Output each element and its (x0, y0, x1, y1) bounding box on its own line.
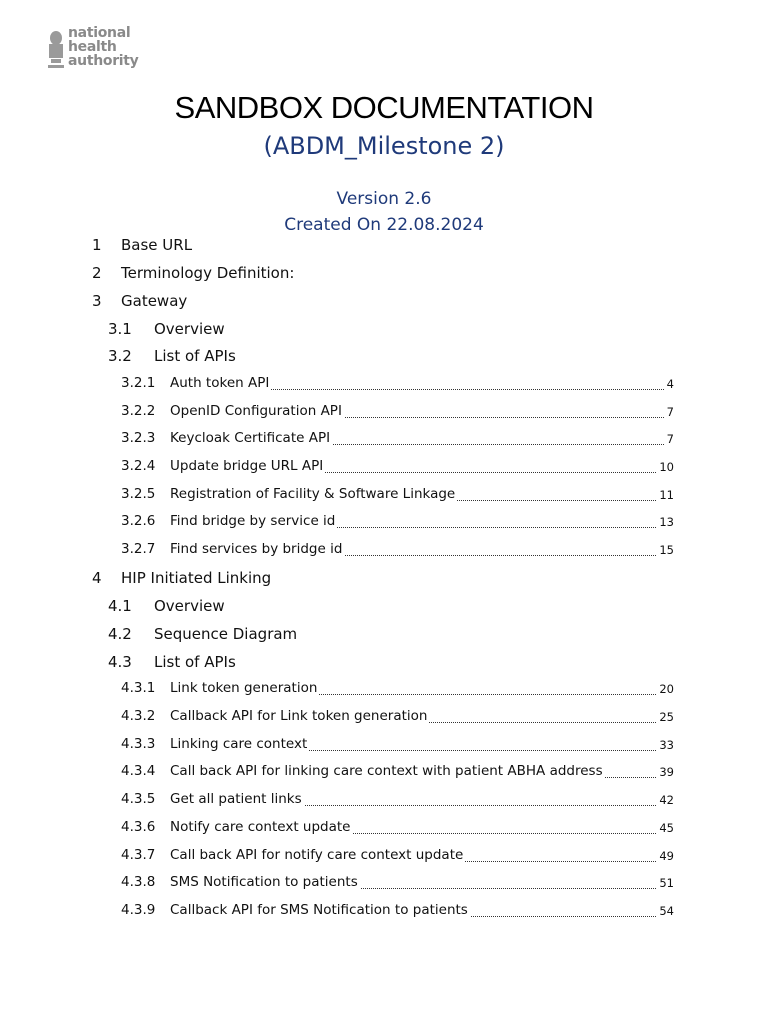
logo-wordmark: national health authority (68, 25, 139, 69)
toc-entry[interactable] (0, 680, 768, 706)
toc-entry-page-number: 10 (659, 460, 674, 474)
document-subtitle: (ABDM_Milestone 2) (263, 132, 505, 160)
toc-entry-label: Callback API for SMS Notification to patients (170, 902, 468, 918)
toc-entry-label: Link token generation (170, 680, 318, 696)
toc-entry-number: 4.3.9 (121, 902, 156, 918)
toc-entry-number: 4.3.7 (121, 847, 156, 863)
toc-entry[interactable] (0, 264, 768, 290)
toc-entry-number: 3.1 (108, 320, 132, 338)
toc-entry-number: 3.2.5 (121, 486, 156, 502)
toc-entry-number: 3.2 (108, 347, 132, 365)
toc-entry-label: Call back API for linking care context with patient ABHA address (170, 763, 603, 779)
toc-entry-number: 4.2 (108, 625, 132, 643)
toc-entry-number: 4 (92, 569, 102, 587)
toc-entry[interactable] (0, 819, 768, 845)
toc-entry-page-number: 11 (659, 488, 674, 502)
toc-entry-number: 3 (92, 292, 102, 310)
toc-entry[interactable] (0, 763, 768, 789)
toc-entry-label: Notify care context update (170, 819, 351, 835)
toc-entry-label: Overview (154, 320, 225, 338)
toc-entry-number: 4.3.8 (121, 874, 156, 890)
toc-entry-page-number: 54 (659, 904, 674, 918)
toc-entry-page-number: 25 (659, 710, 674, 724)
toc-entry-label: List of APIs (154, 347, 236, 365)
toc-entry-label: Linking care context (170, 736, 308, 752)
toc-entry-page-number: 49 (659, 849, 674, 863)
toc-entry-page-number: 20 (659, 682, 674, 696)
toc-entry-label: OpenID Configuration API (170, 403, 342, 419)
toc-entry-number: 3.2.6 (121, 513, 156, 529)
emblem-icon (46, 28, 66, 72)
toc-entry-page-number: 39 (659, 765, 674, 779)
document-title: SANDBOX DOCUMENTATION (174, 90, 594, 125)
toc-entry-number: 4.3.2 (121, 708, 156, 724)
toc-entry[interactable] (0, 403, 768, 429)
toc-entry-label: Keycloak Certificate API (170, 430, 331, 446)
toc-entry[interactable] (0, 236, 768, 262)
toc-entry-number: 3.2.3 (121, 430, 156, 446)
toc-entry-number: 4.3.3 (121, 736, 156, 752)
toc-entry-label: Auth token API (170, 375, 270, 391)
toc-entry-label: Terminology Definition: (121, 264, 295, 282)
toc-entry-page-number: 13 (659, 515, 674, 529)
toc-entry-number: 2 (92, 264, 102, 282)
toc-entry-label: HIP Initiated Linking (121, 569, 272, 587)
toc-entry[interactable] (0, 708, 768, 734)
toc-entry-label: Callback API for Link token generation (170, 708, 428, 724)
toc-entry-label: List of APIs (154, 653, 236, 671)
toc-entry-page-number: 42 (659, 793, 674, 807)
toc-entry-label: Registration of Facility & Software Linkage (170, 486, 456, 502)
toc-entry-number: 3.2.2 (121, 403, 156, 419)
toc-entry-label: SMS Notification to patients (170, 874, 358, 890)
toc-entry-number: 4.1 (108, 597, 132, 615)
toc-entry-number: 3.2.4 (121, 458, 156, 474)
toc-entry-label: Find bridge by service id (170, 513, 336, 529)
toc-entry-label: Update bridge URL API (170, 458, 324, 474)
toc-entry-label: Get all patient links (170, 791, 302, 807)
toc-entry-label: Sequence Diagram (154, 625, 298, 643)
toc-entry[interactable] (0, 458, 768, 484)
toc-entry[interactable] (0, 653, 768, 679)
toc-entry-number: 4.3.1 (121, 680, 156, 696)
toc-entry-number: 3.2.7 (121, 541, 156, 557)
toc-entry[interactable] (0, 902, 768, 928)
nha-logo (44, 26, 160, 74)
toc-entry-page-number: 4 (666, 377, 674, 391)
toc-entry-page-number: 7 (666, 432, 674, 446)
toc-entry-number: 4.3 (108, 653, 132, 671)
toc-entry-page-number: 51 (659, 876, 674, 890)
toc-entry-label: Overview (154, 597, 225, 615)
toc-entry-number: 4.3.6 (121, 819, 156, 835)
toc-entry-number: 1 (92, 236, 102, 254)
toc-entry[interactable] (0, 541, 768, 567)
toc-entry[interactable] (0, 486, 768, 512)
toc-entry[interactable] (0, 874, 768, 900)
created-date: Created On 22.08.2024 (284, 215, 484, 235)
toc-entry-number: 4.3.4 (121, 763, 156, 779)
toc-entry-label: Call back API for notify care context update (170, 847, 464, 863)
toc-entry[interactable] (0, 791, 768, 817)
toc-entry[interactable] (0, 513, 768, 539)
toc-entry-page-number: 45 (659, 821, 674, 835)
toc-entry-label: Find services by bridge id (170, 541, 343, 557)
toc-entry[interactable] (0, 847, 768, 873)
toc-entry-label: Base URL (121, 236, 193, 254)
toc-entry[interactable] (0, 320, 768, 346)
toc-entry-number: 4.3.5 (121, 791, 156, 807)
toc-entry[interactable] (0, 625, 768, 651)
toc-entry-page-number: 15 (659, 543, 674, 557)
toc-entry-number: 3.2.1 (121, 375, 156, 391)
toc-entry-page-number: 7 (666, 405, 674, 419)
toc-entry[interactable] (0, 569, 768, 595)
toc-entry[interactable] (0, 736, 768, 762)
toc-entry[interactable] (0, 430, 768, 456)
toc-entry-label: Gateway (121, 292, 188, 310)
toc-entry[interactable] (0, 597, 768, 623)
toc-entry[interactable] (0, 347, 768, 373)
toc-entry[interactable] (0, 292, 768, 318)
toc-entry[interactable] (0, 375, 768, 401)
version-label: Version 2.6 (336, 189, 432, 209)
toc-entry-page-number: 33 (659, 738, 674, 752)
